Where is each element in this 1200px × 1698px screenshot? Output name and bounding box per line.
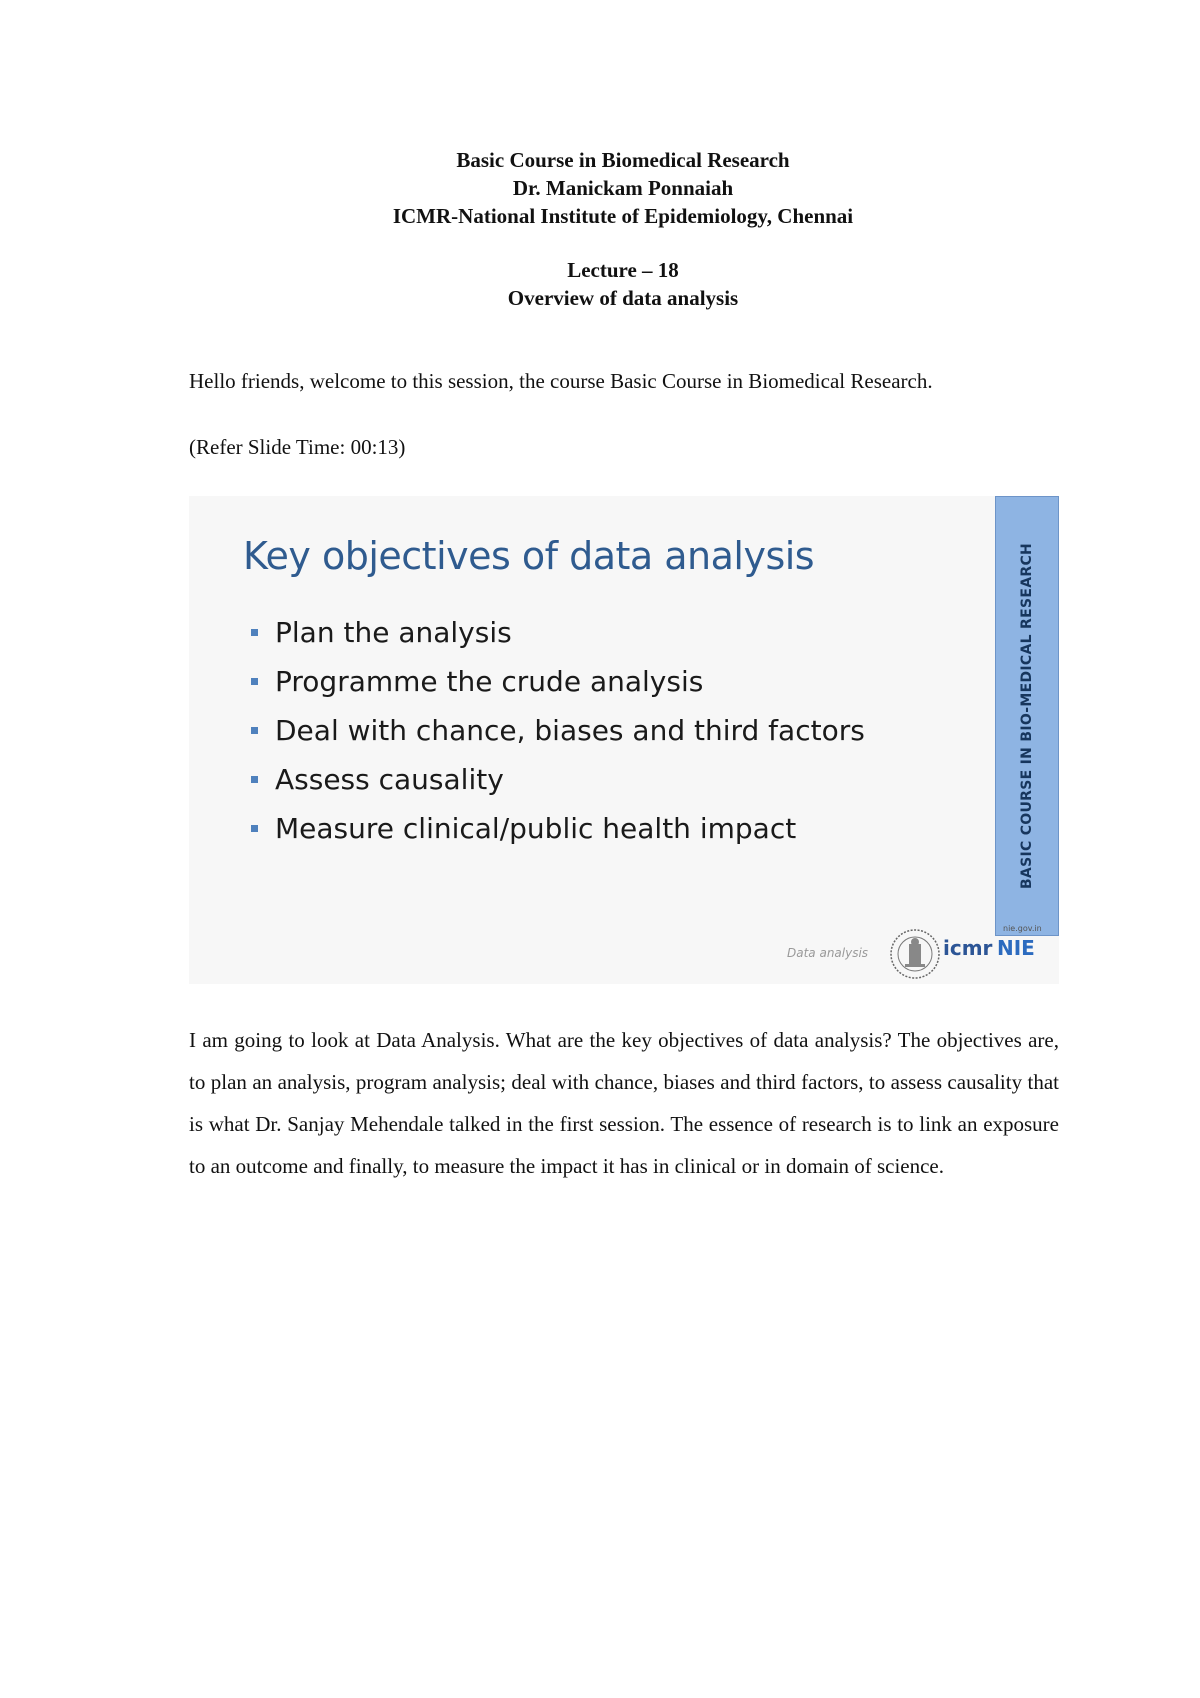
- slide-bullet: Assess causality: [251, 755, 865, 804]
- emblem-seal-icon: [889, 928, 941, 980]
- sidebar-text: BASIC COURSE IN BIO-MEDICAL RESEARCH: [1019, 542, 1035, 890]
- bullet-icon: [251, 776, 258, 783]
- bullet-icon: [251, 825, 258, 832]
- institute-name: ICMR-National Institute of Epidemiology, Chennai: [392, 204, 854, 228]
- course-title: Basic Course in Biomedical Research: [456, 148, 790, 172]
- slide-sidebar: [995, 496, 1059, 936]
- document-header: [0, 146, 1200, 312]
- nie-logo: NIE: [997, 936, 1035, 960]
- slide-bullet: Plan the analysis: [251, 608, 865, 657]
- slide-bullet: Measure clinical/public health impact: [251, 804, 865, 853]
- site-url: nie.gov.in: [1003, 924, 1042, 933]
- slide-image: [189, 496, 1059, 984]
- bullet-icon: [251, 629, 258, 636]
- slide-title: Key objectives of data analysis: [243, 534, 815, 578]
- body-paragraph: I am going to look at Data Analysis. What are the key objectives of data analysis? The objectives are, to plan an analysis, program analysis; deal with chance, biases and third factors, to assess causality that is what Dr. Sanjay Mehendale talked in the first session. The essence of research is to link an exposure to an outcome and finally, to measure the impact it has in clinical or in domain of science.: [189, 1028, 1059, 1178]
- refer-slide-time: (Refer Slide Time: 00:13): [189, 435, 406, 459]
- intro-paragraph: Hello friends, welcome to this session, the course Basic Course in Biomedical Research.: [189, 369, 933, 393]
- slide-bullet-list: [251, 608, 865, 853]
- icmr-logo: icmr: [943, 936, 993, 960]
- lecture-number: Lecture – 18: [567, 258, 679, 282]
- slide-bullet: Programme the crude analysis: [251, 657, 865, 706]
- lecture-topic: Overview of data analysis: [507, 286, 739, 310]
- slide-footer-label: Data analysis: [787, 946, 869, 960]
- slide-bullet: Deal with chance, biases and third factors: [251, 706, 865, 755]
- bullet-icon: [251, 678, 258, 685]
- speaker-name: Dr. Manickam Ponnaiah: [512, 176, 734, 200]
- bullet-icon: [251, 727, 258, 734]
